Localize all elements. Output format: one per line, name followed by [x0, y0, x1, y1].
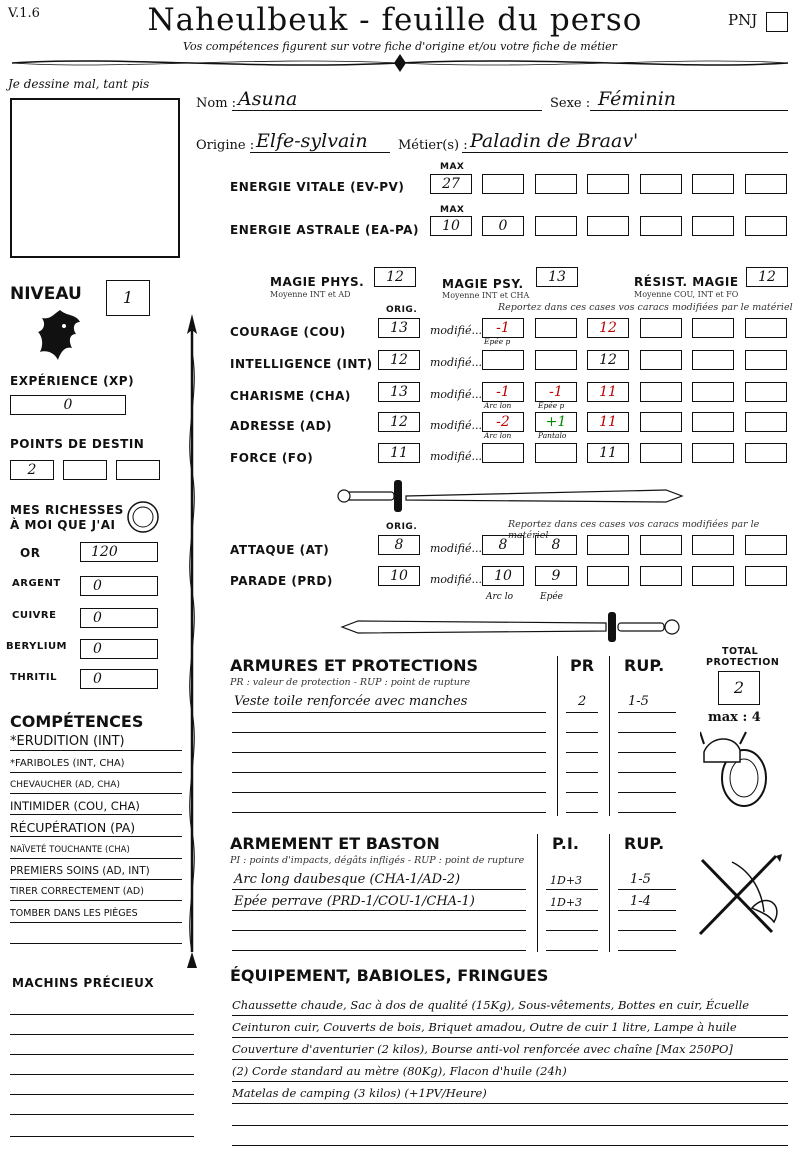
equipement-title: ÉQUIPEMENT, BABIOLES, FRINGUES: [230, 966, 549, 985]
orig-label: ORIG.: [386, 305, 418, 315]
arme-2-rup[interactable]: 1-4: [630, 894, 651, 909]
cuivre-label: CUIVRE: [12, 610, 57, 621]
fo-cell-7[interactable]: [692, 443, 734, 463]
cha-cell-7[interactable]: [692, 382, 734, 402]
niveau-value[interactable]: 1: [106, 280, 150, 316]
cou-modifie-label: modifié...: [430, 324, 482, 337]
cou-mod-2[interactable]: [535, 318, 577, 338]
thritil-label: THRITIL: [10, 672, 58, 683]
cha-final[interactable]: 11: [587, 382, 629, 402]
ev-max-label: MAX: [440, 162, 465, 172]
magie-phys-label: MAGIE PHYS.: [270, 275, 365, 289]
ev-cell-2[interactable]: [482, 174, 524, 194]
int-modifie-label: modifié...: [430, 356, 482, 369]
pnj-checkbox[interactable]: [766, 12, 788, 32]
or-label: OR: [20, 546, 41, 560]
sexe-value[interactable]: Féminin: [598, 88, 677, 110]
or-value[interactable]: 120: [80, 542, 158, 562]
niveau-label: NIVEAU: [10, 284, 82, 304]
fo-mod-1[interactable]: [482, 443, 524, 463]
combat-orig-label: ORIG.: [386, 522, 418, 532]
argent-value[interactable]: 0: [80, 576, 158, 596]
competence-9[interactable]: TOMBER DANS LES PIÈGES: [10, 906, 182, 923]
int-cell-8[interactable]: [745, 350, 787, 370]
armure-1-rup[interactable]: 1-5: [628, 694, 649, 709]
sword-icon: [336, 478, 686, 514]
fo-cell-6[interactable]: [640, 443, 682, 463]
metier-value[interactable]: Paladin de Braav': [470, 130, 639, 152]
prd-cell-5[interactable]: [640, 566, 682, 586]
arme-2-name[interactable]: Epée perrave (PRD-1/COU-1/CHA-1): [234, 894, 475, 909]
destin-cell-3[interactable]: [116, 460, 160, 480]
coin-icon: [126, 500, 160, 534]
nom-value[interactable]: Asuna: [238, 88, 298, 110]
equipement-line-6[interactable]: [232, 1106, 788, 1126]
armures-note: PR : valeur de protection - RUP : point de rupture: [230, 677, 471, 688]
crossed-weapons-icon: [692, 852, 788, 938]
prd-orig[interactable]: 10: [378, 566, 420, 586]
fo-modifie-label: modifié...: [430, 450, 482, 463]
portrait-caption: Je dessine mal, tant pis: [8, 77, 150, 91]
ad-mod-1-note: Arc lon: [484, 431, 512, 440]
at-cell-7[interactable]: [745, 535, 787, 555]
ea-label: ENERGIE ASTRALE (EA-PA): [230, 223, 419, 237]
combat-note: Reportez dans ces cases vos caracs modifiées par le matériel: [508, 519, 760, 541]
prd-cell-7[interactable]: [745, 566, 787, 586]
ad-orig[interactable]: 12: [378, 412, 420, 432]
cha-mod-2[interactable]: -1: [535, 382, 577, 402]
cou-orig[interactable]: 13: [378, 318, 420, 338]
armures-pr-header: PR: [570, 656, 595, 675]
prd-cell-4[interactable]: [587, 566, 629, 586]
ev-max[interactable]: 27: [430, 174, 472, 194]
staff-icon: [180, 312, 204, 972]
cou-mod-1-note: Epée p: [484, 337, 511, 346]
page-title: Naheulbeuk - feuille du perso: [147, 2, 643, 38]
competence-7[interactable]: PREMIERS SOINS (AD, INT): [10, 863, 182, 880]
at-label: ATTAQUE (AT): [230, 543, 330, 557]
competence-10[interactable]: [10, 927, 182, 944]
ornament-divider: [2, 52, 798, 74]
prd-mod-1-note: Arc lo: [486, 592, 513, 602]
cou-mod-1[interactable]: -1: [482, 318, 524, 338]
arme-1-pi[interactable]: 1D+3: [550, 874, 583, 887]
richesses-label-1: MES RICHESSES: [10, 503, 124, 517]
richesses-label-2: À MOI QUE J'AI: [10, 518, 116, 532]
total-protection-label-2: PROTECTION: [706, 657, 780, 668]
cha-mod-2-note: Epée p: [538, 401, 565, 410]
cha-cell-6[interactable]: [640, 382, 682, 402]
ea-cell-6[interactable]: [692, 216, 734, 236]
xp-value[interactable]: 0: [10, 395, 126, 415]
magie-psy-label: MAGIE PSY.: [442, 277, 524, 291]
resist-magie-value[interactable]: 12: [746, 267, 788, 287]
cou-cell-8[interactable]: [745, 318, 787, 338]
portrait-box[interactable]: [10, 98, 180, 258]
equipement-line-1[interactable]: Chaussette chaude, Sac à dos de qualité (15Kg), Sous-vêtements, Bottes en cuir, Écuelle: [232, 996, 788, 1016]
xp-label: EXPÉRIENCE (XP): [10, 374, 135, 388]
magie-phys-value[interactable]: 12: [374, 267, 416, 287]
ea-max[interactable]: 10: [430, 216, 472, 236]
equipement-line-5[interactable]: Matelas de camping (3 kilos) (+1PV/Heure): [232, 1084, 788, 1104]
armures-title: ARMURES ET PROTECTIONS: [230, 656, 478, 675]
cou-final[interactable]: 12: [587, 318, 629, 338]
ev-cell-4[interactable]: [587, 174, 629, 194]
int-mod-1[interactable]: [482, 350, 524, 370]
armure-1-pr[interactable]: 2: [578, 694, 587, 709]
total-protection-value[interactable]: 2: [718, 671, 760, 705]
subtitle: Vos compétences figurent sur votre fiche d'origine et/ou votre fiche de métier: [183, 40, 617, 53]
ad-modifie-label: modifié...: [430, 419, 482, 432]
ad-cell-8[interactable]: [745, 412, 787, 432]
ev-cell-5[interactable]: [640, 174, 682, 194]
ea-cell-7[interactable]: [745, 216, 787, 236]
machins-title: MACHINS PRÉCIEUX: [12, 976, 155, 990]
at-mod-1[interactable]: 8: [482, 535, 524, 555]
resist-magie-note: Moyenne COU, INT et FO: [634, 290, 739, 299]
ad-mod-2-note: Pantalo: [538, 431, 567, 440]
berylium-value[interactable]: 0: [80, 639, 158, 659]
ea-cell-3[interactable]: [535, 216, 577, 236]
fo-label: FORCE (FO): [230, 451, 314, 465]
competence-2[interactable]: *FARIBOLES (INT, CHA): [10, 756, 182, 773]
armures-rup-header: RUP.: [624, 656, 665, 675]
ea-cell-5[interactable]: [640, 216, 682, 236]
destin-value[interactable]: 2: [10, 460, 54, 480]
argent-label: ARGENT: [12, 578, 61, 589]
int-mod-2[interactable]: [535, 350, 577, 370]
version-label: V.1.6: [8, 6, 40, 21]
ev-cell-7[interactable]: [745, 174, 787, 194]
fo-orig[interactable]: 11: [378, 443, 420, 463]
competence-8[interactable]: TIRER CORRECTEMENT (AD): [10, 884, 182, 901]
cha-modifie-label: modifié...: [430, 388, 482, 401]
at-cell-4[interactable]: [587, 535, 629, 555]
prd-mod-2[interactable]: 9: [535, 566, 577, 586]
metier-label: Métier(s) :: [398, 138, 468, 153]
armure-1-name[interactable]: Veste toile renforcée avec manches: [234, 694, 468, 709]
cou-cell-6[interactable]: [640, 318, 682, 338]
competence-6[interactable]: NAÏVETÉ TOUCHANTE (CHA): [10, 842, 182, 859]
int-orig[interactable]: 12: [378, 350, 420, 370]
armement-rup-header: RUP.: [624, 834, 665, 853]
dragon-icon: [36, 306, 84, 362]
int-label: INTELLIGENCE (INT): [230, 357, 373, 371]
fo-final[interactable]: 11: [587, 443, 629, 463]
cha-mod-1-note: Arc lon: [484, 401, 512, 410]
at-cell-6[interactable]: [692, 535, 734, 555]
competence-4[interactable]: INTIMIDER (COU, CHA): [10, 798, 182, 815]
ad-mod-1[interactable]: -2: [482, 412, 524, 432]
arme-1-rup[interactable]: 1-5: [630, 872, 651, 887]
prd-modifie-label: modifié...: [430, 573, 482, 586]
equipement-line-2[interactable]: Ceinturon cuir, Couverts de bois, Briquet amadou, Outre de cuir 1 litre, Lampe à huile: [232, 1018, 788, 1038]
helmet-shield-icon: [700, 728, 770, 810]
total-protection-label-1: TOTAL: [722, 646, 759, 657]
ev-cell-6[interactable]: [692, 174, 734, 194]
armement-title: ARMEMENT ET BASTON: [230, 834, 440, 853]
nom-label: Nom :: [196, 96, 237, 111]
cha-mod-1[interactable]: -1: [482, 382, 524, 402]
magie-psy-note: Moyenne INT et CHA: [442, 291, 530, 300]
int-cell-7[interactable]: [692, 350, 734, 370]
competence-5[interactable]: RÉCUPÉRATION (PA): [10, 820, 182, 837]
origine-value[interactable]: Elfe-sylvain: [256, 130, 368, 152]
prd-mod-2-note: Epée: [540, 592, 563, 602]
armement-pi-header: P.I.: [552, 834, 579, 853]
cha-cell-8[interactable]: [745, 382, 787, 402]
int-cell-6[interactable]: [640, 350, 682, 370]
pnj-label: PNJ: [728, 11, 758, 29]
cou-label: COURAGE (COU): [230, 325, 346, 339]
ad-cell-7[interactable]: [692, 412, 734, 432]
ea-current[interactable]: 0: [482, 216, 524, 236]
equipement-line-3[interactable]: Couverture d'aventurier (2 kilos), Bourse anti-vol renforcée avec chaîne [Max 250PO]: [232, 1040, 788, 1060]
magie-phys-note: Moyenne INT et AD: [270, 290, 351, 299]
ad-cell-6[interactable]: [640, 412, 682, 432]
magie-psy-value[interactable]: 13: [536, 267, 578, 287]
equipement-line-4[interactable]: (2) Corde standard au mètre (80Kg), Flacon d'huile (24h): [232, 1062, 788, 1082]
berylium-label: BERYLIUM: [6, 641, 68, 652]
competence-3[interactable]: CHEVAUCHER (AD, CHA): [10, 777, 182, 794]
ea-max-label: MAX: [440, 205, 465, 215]
cou-cell-7[interactable]: [692, 318, 734, 338]
ad-label: ADRESSE (AD): [230, 419, 333, 433]
ad-mod-2[interactable]: +1: [535, 412, 577, 432]
fo-cell-8[interactable]: [745, 443, 787, 463]
prd-mod-1[interactable]: 10: [482, 566, 524, 586]
at-orig[interactable]: 8: [378, 535, 420, 555]
equipement-line-7[interactable]: [232, 1126, 788, 1146]
armement-note: PI : points d'impacts, dégâts infligés - RUP : point de rupture: [230, 855, 525, 866]
destin-label: POINTS DE DESTIN: [10, 437, 145, 451]
resist-magie-label: RÉSIST. MAGIE: [634, 275, 739, 289]
destin-cell-2[interactable]: [63, 460, 107, 480]
ad-final[interactable]: 11: [587, 412, 629, 432]
arme-2-pi[interactable]: 1D+3: [550, 896, 583, 909]
arme-1-name[interactable]: Arc long daubesque (CHA-1/AD-2): [234, 872, 461, 887]
ev-cell-3[interactable]: [535, 174, 577, 194]
cuivre-value[interactable]: 0: [80, 608, 158, 628]
sexe-label: Sexe :: [550, 96, 591, 111]
fo-mod-2[interactable]: [535, 443, 577, 463]
stats-note: Reportez dans ces cases vos caracs modifiées par le matériel: [498, 302, 793, 313]
competences-title: COMPÉTENCES: [10, 712, 144, 731]
ea-cell-4[interactable]: [587, 216, 629, 236]
cha-label: CHARISME (CHA): [230, 389, 351, 403]
prd-label: PARADE (PRD): [230, 574, 333, 588]
at-cell-5[interactable]: [640, 535, 682, 555]
int-final[interactable]: 12: [587, 350, 629, 370]
at-mod-2[interactable]: 8: [535, 535, 577, 555]
cha-orig[interactable]: 13: [378, 382, 420, 402]
origine-label: Origine :: [196, 138, 255, 153]
competence-1[interactable]: *ÉRUDITION (INT): [10, 734, 182, 751]
ev-label: ENERGIE VITALE (EV-PV): [230, 180, 405, 194]
thritil-value[interactable]: 0: [80, 669, 158, 689]
protection-max: max : 4: [708, 710, 761, 725]
prd-cell-6[interactable]: [692, 566, 734, 586]
sword-icon-2: [336, 610, 686, 644]
at-modifie-label: modifié...: [430, 542, 482, 555]
